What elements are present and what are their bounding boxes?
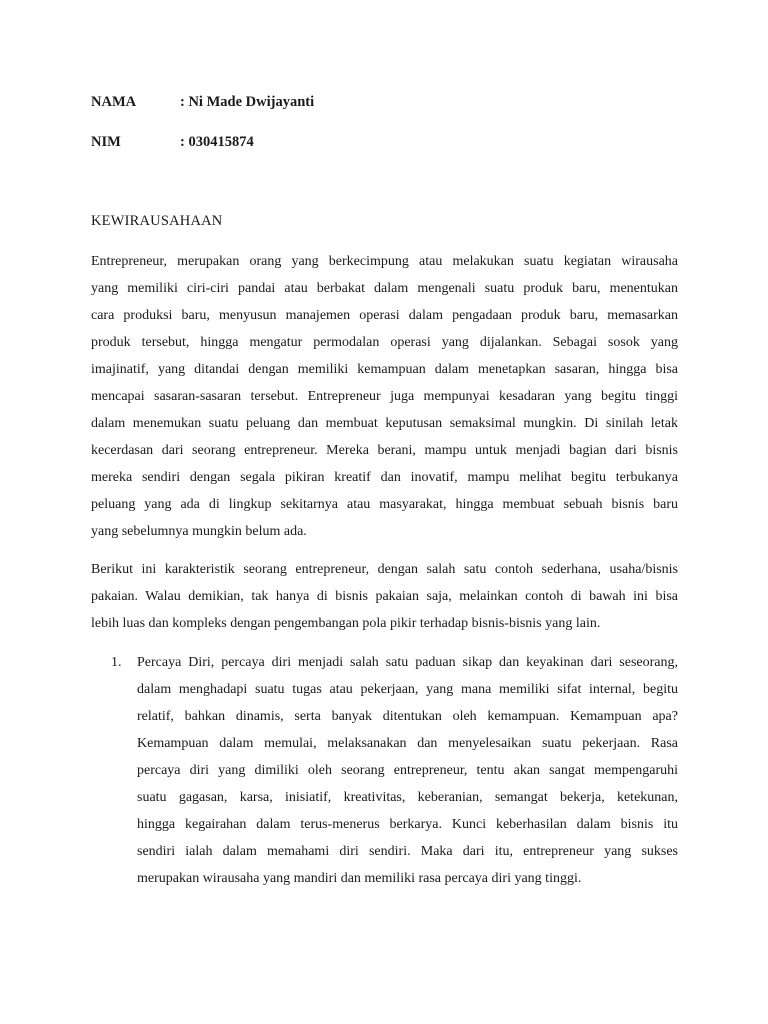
list-item-line: Percaya Diri, percaya diri menjadi salah satu paduan sikap dan keyakinan dari seseorang, (137, 655, 678, 670)
list-item-line: sendiri ialah dalam memahami diri sendiri. Maka dari itu, entrepreneur yang sukses (137, 844, 678, 859)
paragraph-line: pakaian. Walau demikian, tak hanya di bisnis pakaian saja, melainkan contoh di bawah ini bisa (91, 589, 678, 604)
paragraph-line: peluang yang ada di lingkup sekitarnya atau masyarakat, hingga membuat sebuah bisnis baru (91, 497, 678, 512)
paragraph-line: yang sebelumnya mungkin belum ada. (91, 524, 307, 539)
paragraph-line: imajinatif, yang ditandai dengan memiliki kemampuan dalam menetapkan sasaran, hingga bisa (91, 362, 678, 377)
list-item-line: Kemampuan dalam memulai, melaksanakan dan menyelesaikan suatu pekerjaan. Rasa (137, 736, 678, 751)
document-title: KEWIRAUSAHAAN (91, 213, 223, 229)
paragraph-2 (91, 556, 678, 637)
list-item-line: relatif, bahkan dinamis, serta banyak ditentukan oleh kemampuan. Kemampuan apa? (137, 709, 678, 724)
paragraph-line: produk tersebut, hingga mengatur permodalan operasi yang dijalankan. Sebagai sosok yang (91, 335, 678, 350)
characteristics-list (91, 649, 678, 892)
list-item-line: merupakan wirausaha yang mandiri dan memiliki rasa percaya diri yang tinggi. (137, 871, 582, 886)
list-item-line: hingga kegairahan dalam terus-menerus berkarya. Kunci keberhasilan dalam bisnis itu (137, 817, 678, 832)
list-item-line: percaya diri yang dimiliki oleh seorang entrepreneur, tentu akan sangat mempengaruhi (137, 763, 678, 778)
student-id-value: : 030415874 (180, 134, 254, 150)
paragraph-line: kecerdasan dari seorang entrepreneur. Mereka berani, mampu untuk menjadi bagian dari bisnis (91, 443, 678, 458)
paragraph-line: Berikut ini karakteristik seorang entrepreneur, dengan salah satu contoh sederhana, usaha/bisnis (91, 562, 678, 577)
paragraph-line: mencapai sasaran-sasaran tersebut. Entrepreneur juga mempunyai kesadaran yang begitu tinggi (91, 389, 678, 404)
list-item-body (137, 649, 678, 892)
paragraph-1 (91, 248, 678, 545)
list-item-line: dalam menghadapi suatu tugas atau pekerjaan, yang mana memiliki sifat internal, begitu (137, 682, 678, 697)
list-item-number: 1. (111, 655, 122, 670)
name-label: NAMA (91, 94, 137, 110)
paragraph-line: dalam menemukan suatu peluang dan membuat keputusan semaksimal mungkin. Di sinilah letak (91, 416, 678, 431)
paragraph-line: mereka sendiri dengan segala pikiran kreatif dan inovatif, mampu melihat begitu terbukanya (91, 470, 678, 485)
paragraph-line: yang memiliki ciri-ciri pandai atau berbakat dalam mengenali suatu produk baru, menentukan (91, 281, 678, 296)
list-item (91, 649, 678, 892)
paragraph-line: cara produksi baru, menyusun manajemen operasi dalam pengadaan produk baru, memasarkan (91, 308, 678, 323)
paragraph-line: Entrepreneur, merupakan orang yang berkecimpung atau melakukan suatu kegiatan wirausaha (91, 254, 678, 269)
list-item-line: suatu gagasan, karsa, inisiatif, kreativitas, keberanian, semangat bekerja, ketekunan, (137, 790, 678, 805)
paragraph-line: lebih luas dan kompleks dengan pengembangan pola pikir terhadap bisnis-bisnis yang lain. (91, 616, 601, 631)
student-id-label: NIM (91, 134, 121, 150)
name-value: : Ni Made Dwijayanti (180, 94, 315, 110)
